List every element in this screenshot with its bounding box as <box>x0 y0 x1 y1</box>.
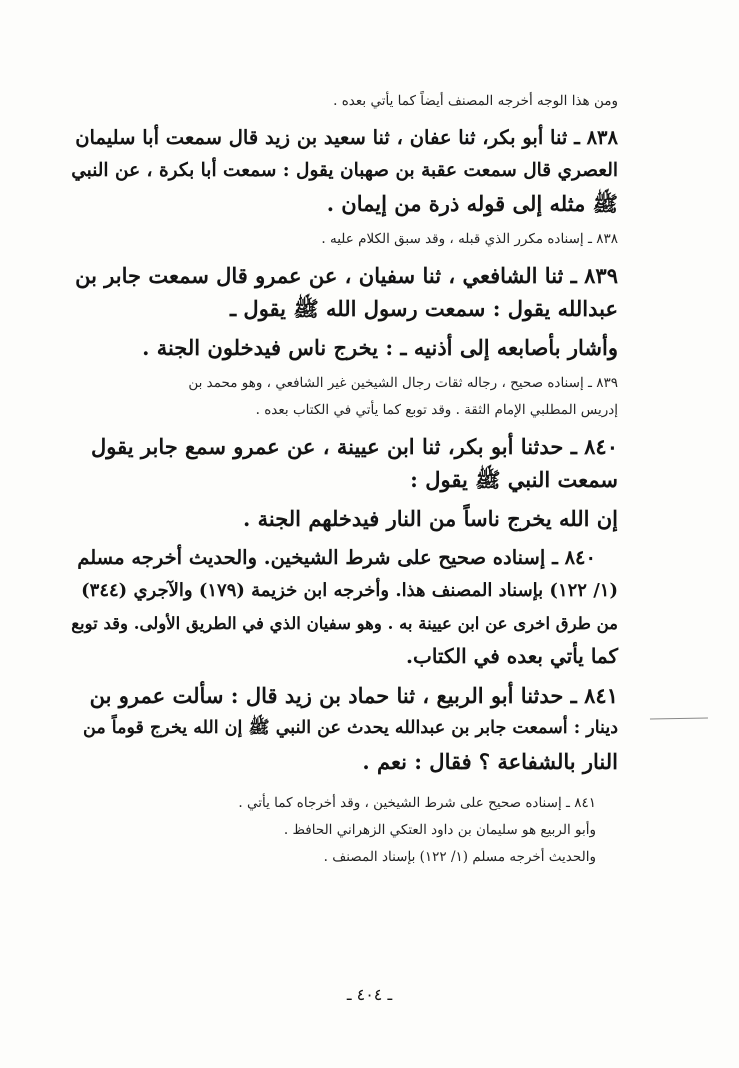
hadith-841-line-2: دينار : أسمعت جابر بن عبدالله يحدث عن النبي ﷺ إن الله يخرج قوماً من <box>83 718 618 738</box>
hadith-838-line-1: ٨٣٨ ـ ثنا أبو بكر، ثنا عفان ، ثنا سعيد بن زيد قال سمعت أبا سليمان <box>75 126 618 149</box>
hadith-839-line-2: عبدالله يقول : سمعت رسول الله ﷺ يقول ـ <box>229 296 618 321</box>
hadith-841-line-1: ٨٤١ ـ حدثنا أبو الربيع ، ثنا حماد بن زيد قال : سألت عمرو بن <box>89 683 618 708</box>
footnote-841-line-2: وأبو الربيع هو سليمان بن داود العتكي الزهراني الحافظ . <box>283 822 596 838</box>
footnote-840-line-3: من طرق اخرى عن ابن عيينة به . وهو سفيان الذي في الطريق الأولى. وقد توبع <box>71 614 618 633</box>
footnote-841-line-1: ٨٤١ ـ إسناده صحيح على شرط الشيخين ، وقد أخرجاه كما يأتي . <box>238 795 596 811</box>
hadith-839-line-3: وأشار بأصابعه إلى أذنيه ـ : يخرج ناس فيدخلون الجنة . <box>142 335 618 360</box>
hadith-838-line-2: العصري قال سمعت عقبة بن صهبان يقول : سمعت أبا بكرة ، عن النبي <box>71 160 618 181</box>
page-body <box>70 88 618 871</box>
footnote-840-line-2: (١/ ١٢٢) بإسناد المصنف هذا. وأخرجه ابن خزيمة (١٧٩) والآجري (٣٤٤) <box>81 580 618 601</box>
footnote-838: ٨٣٨ ـ إسناده مكرر الذي قبله ، وقد سبق الكلام عليه . <box>321 231 618 247</box>
hadith-841-line-3: النار بالشفاعة ؟ فقال : نعم . <box>362 749 618 774</box>
page-number: ـ ٤٠٤ ـ <box>346 985 393 1004</box>
hadith-840-line-1: ٨٤٠ ـ حدثنا أبو بكر، ثنا ابن عيينة ، عن عمرو سمع جابر يقول <box>91 434 618 459</box>
footnote-839-line-1: ٨٣٩ ـ إسناده صحيح ، رجاله ثقات رجال الشيخين غير الشافعي ، وهو محمد بن <box>188 375 618 391</box>
hadith-839-line-1: ٨٣٩ ـ ثنا الشافعي ، ثنا سفيان ، عن عمرو قال سمعت جابر بن <box>75 263 618 288</box>
margin-scan-mark <box>650 717 708 722</box>
footnote-840-line-1: ٨٤٠ ـ إسناده صحيح على شرط الشيخين. والحديث أخرجه مسلم <box>77 546 596 569</box>
hadith-840-line-2: سمعت النبي ﷺ يقول : <box>410 467 618 492</box>
footnote-continuation: ومن هذا الوجه أخرجه المصنف أيضاً كما يأتي بعده . <box>333 93 618 109</box>
footnote-841-line-3: والحديث أخرجه مسلم (١/ ١٢٢) بإسناد المصنف . <box>323 849 596 865</box>
footnote-839-line-2: إدريس المطلبي الإمام الثقة . وقد توبع كما يأتي في الكتاب بعده . <box>255 402 618 418</box>
footnote-840-line-4: كما يأتي بعده في الكتاب. <box>406 644 618 668</box>
hadith-838-line-3: ﷺ مثله إلى قوله ذرة من إيمان . <box>326 191 618 216</box>
hadith-840-line-3: إن الله يخرج ناساً من النار فيدخلهم الجنة . <box>243 506 618 531</box>
